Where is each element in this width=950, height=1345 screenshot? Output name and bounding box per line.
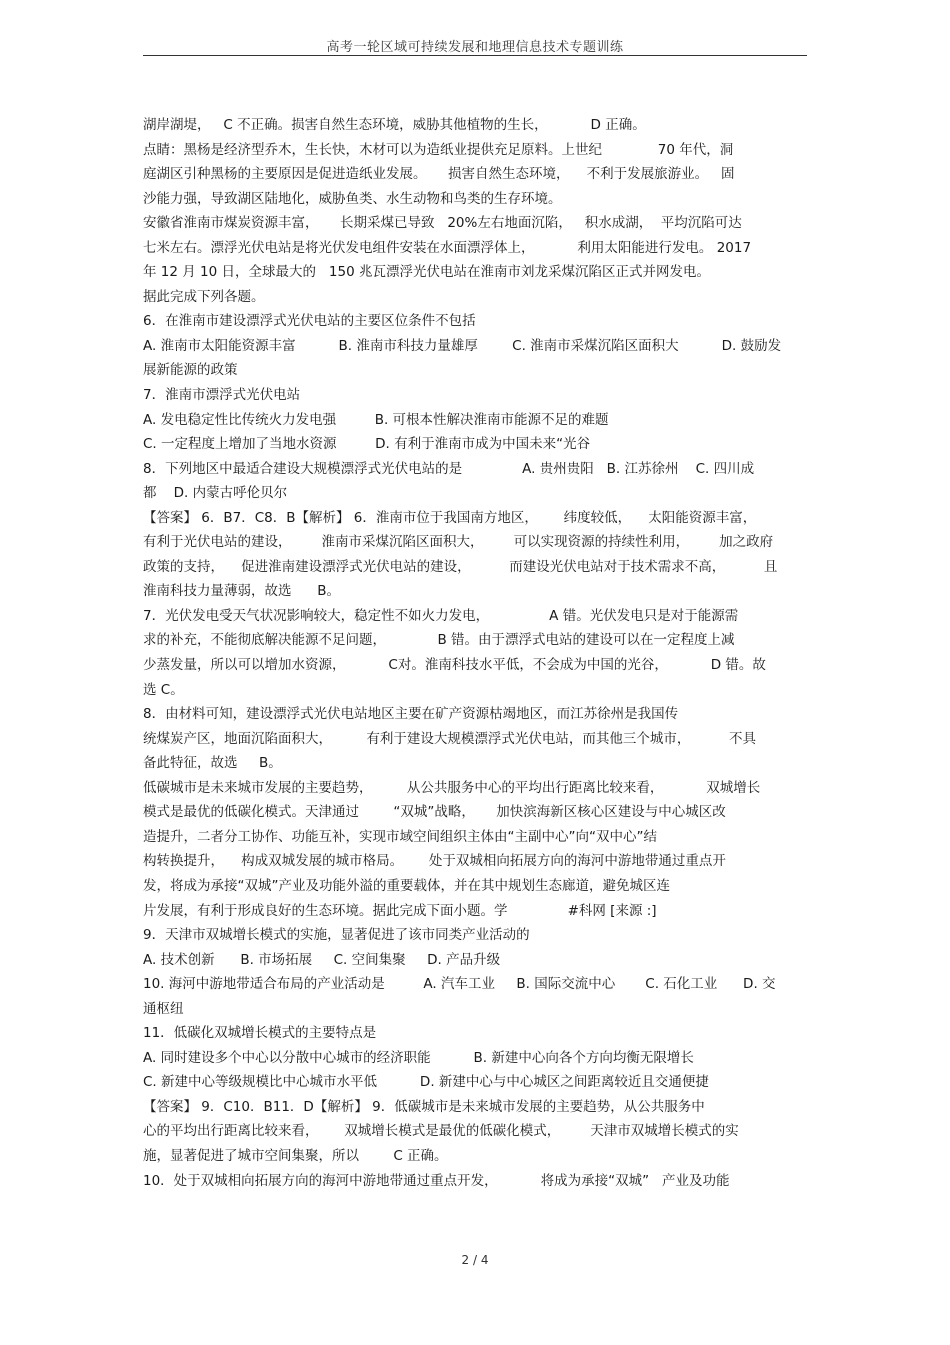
text-line: A. 技术创新 B. 市场拓展 C. 空间集聚 D. 产品升级: [143, 951, 501, 968]
text-line: C. 新建中心等级规模比中心城市水平低 D. 新建中心与中心城区之间距离较近且交通便捷: [143, 1074, 709, 1091]
text-line: 构转换提升， 构成双城发展的城市格局。 处于双城相向拓展方向的海河中游地带通过重点开: [143, 853, 726, 870]
text-line: 湖岸湖堤， C 不正确。损害自然生态环境，威胁其他植物的生长， D 正确。: [143, 117, 646, 133]
text-line: 七米左右。漂浮光伏电站是将光伏发电组件安装在水面漂浮体上， 利用太阳能进行发电。 2017: [143, 239, 752, 256]
text-line: 模式是最优的低碳化模式。天津通过 “双城”战略， 加快滨海新区核心区建设与中心城区改: [143, 804, 726, 821]
text-line: 安徽省淮南市煤炭资源丰富， 长期采煤已导致 20%左右地面沉陷， 积水成湖， 平均沉陷可达: [143, 215, 742, 232]
text-line: 备此特征，故选 B。: [143, 755, 282, 772]
text-line: 【答案】 9．C10．B11．D【解析】 9．低碳城市是未来城市发展的主要趋势，从公共服务中: [143, 1098, 705, 1115]
text-line: 求的补充，不能彻底解决能源不足问题， B 错。由于漂浮式电站的建设可以在一定程度上减: [143, 632, 735, 649]
text-line: 都 D. 内蒙古呼伦贝尔: [143, 485, 288, 502]
text-line: 点睛：黑杨是经济型乔木，生长快，木材可以为造纸业提供充足原料。上世纪 70 年代，洞: [143, 141, 734, 158]
page-header-title: 高考一轮区域可持续发展和地理信息技术专题训练: [326, 40, 624, 55]
text-line: 10. 海河中游地带适合布局的产业活动是 A. 汽车工业 B. 国际交流中心 C. 石化工业 D. 交: [143, 976, 776, 993]
text-line: 11．低碳化双城增长模式的主要特点是: [143, 1025, 377, 1042]
text-line: 7．淮南市漂浮式光伏电站: [143, 387, 301, 404]
text-line: 有利于光伏电站的建设， 淮南市采煤沉陷区面积大， 可以实现资源的持续性利用， 加之政府: [143, 534, 774, 551]
text-line: 政策的支持， 促进淮南建设漂浮式光伏电站的建设， 而建设光伏电站对于技术需求不高， 且: [143, 558, 778, 575]
text-line: 片发展，有利于形成良好的生态环境。据此完成下面小题。学 #科网 [来源 :]: [143, 902, 657, 919]
text-line: 通枢纽: [143, 1000, 184, 1017]
text-line: 施，显著促进了城市空间集聚，所以 C 正确。: [143, 1147, 448, 1164]
text-line: 8．下列地区中最适合建设大规模漂浮式光伏电站的是 A. 贵州贵阳 B. 江苏徐州 C. 四川成: [143, 460, 755, 477]
text-line: 庭湖区引种黑杨的主要原因是促进造纸业发展。 损害自然生态环境， 不利于发展旅游业。 固: [143, 166, 735, 183]
text-line: A. 同时建设多个中心以分散中心城市的经济职能 B. 新建中心向各个方向均衡无限增长: [143, 1049, 694, 1066]
text-line: 9．天津市双城增长模式的实施，显著促进了该市同类产业活动的: [143, 927, 530, 944]
text-line: 少蒸发量，所以可以增加水资源， C对。淮南科技水平低，不会成为中国的光谷， D 错。故: [143, 657, 766, 674]
text-line: 发，将成为承接“双城”产业及功能外溢的重要载体，并在其中规划生态廊道，避免城区连: [143, 877, 670, 894]
text-line: 展新能源的政策: [143, 362, 238, 379]
text-line: 统煤炭产区，地面沉陷面积大， 有利于建设大规模漂浮式光伏电站，而其他三个城市， 不具: [143, 730, 756, 747]
text-line: 低碳城市是未来城市发展的主要趋势， 从公共服务中心的平均出行距离比较来看， 双城增长: [143, 779, 761, 796]
header-divider: [143, 55, 807, 56]
text-line: 选 C。: [143, 681, 184, 698]
text-line: 年 12 月 10 日，全球最大的 150 兆瓦漂浮光伏电站在淮南市刘龙采煤沉陷区正式并网发电。: [143, 264, 710, 281]
text-line: 【答案】 6．B7．C8．B【解析】 6．淮南市位于我国南方地区， 纬度较低， 太阳能资源丰富，: [143, 509, 757, 526]
page-number: 2 / 4: [461, 1253, 489, 1267]
text-line: 7．光伏发电受天气状况影响较大，稳定性不如火力发电， A 错。光伏发电只是对于能源需: [143, 607, 739, 624]
text-line: A. 发电稳定性比传统火力发电强 B. 可根本性解决淮南市能源不足的难题: [143, 411, 609, 428]
text-line: 造提升，二者分工协作、功能互补，实现市域空间组织主体由“主副中心”向“双中心”结: [143, 828, 657, 845]
text-line: 6．在淮南市建设漂浮式光伏电站的主要区位条件不包括: [143, 313, 476, 330]
text-line: A. 淮南市太阳能资源丰富 B. 淮南市科技力量雄厚 C. 淮南市采煤沉陷区面积大 D. 鼓励发: [143, 337, 782, 354]
text-line: C. 一定程度上增加了当地水资源 D. 有利于淮南市成为中国未来“光谷: [143, 436, 591, 453]
document-body: [143, 113, 807, 1193]
text-line: 心的平均出行距离比较来看， 双城增长模式是最优的低碳化模式， 天津市双城增长模式的实: [143, 1123, 739, 1140]
text-line: 10．处于双城相向拓展方向的海河中游地带通过重点开发， 将成为承接“双城” 产业及功能: [143, 1172, 730, 1189]
text-line: 沙能力强，导致湖区陆地化，威胁鱼类、水生动物和鸟类的生存环境。: [143, 190, 562, 207]
text-line: 淮南科技力量薄弱，故选 B。: [143, 583, 341, 600]
text-line: 据此完成下列各题。: [143, 288, 265, 305]
text-line: 8．由材料可知，建设漂浮式光伏电站地区主要在矿产资源枯竭地区，而江苏徐州是我国传: [143, 706, 679, 723]
